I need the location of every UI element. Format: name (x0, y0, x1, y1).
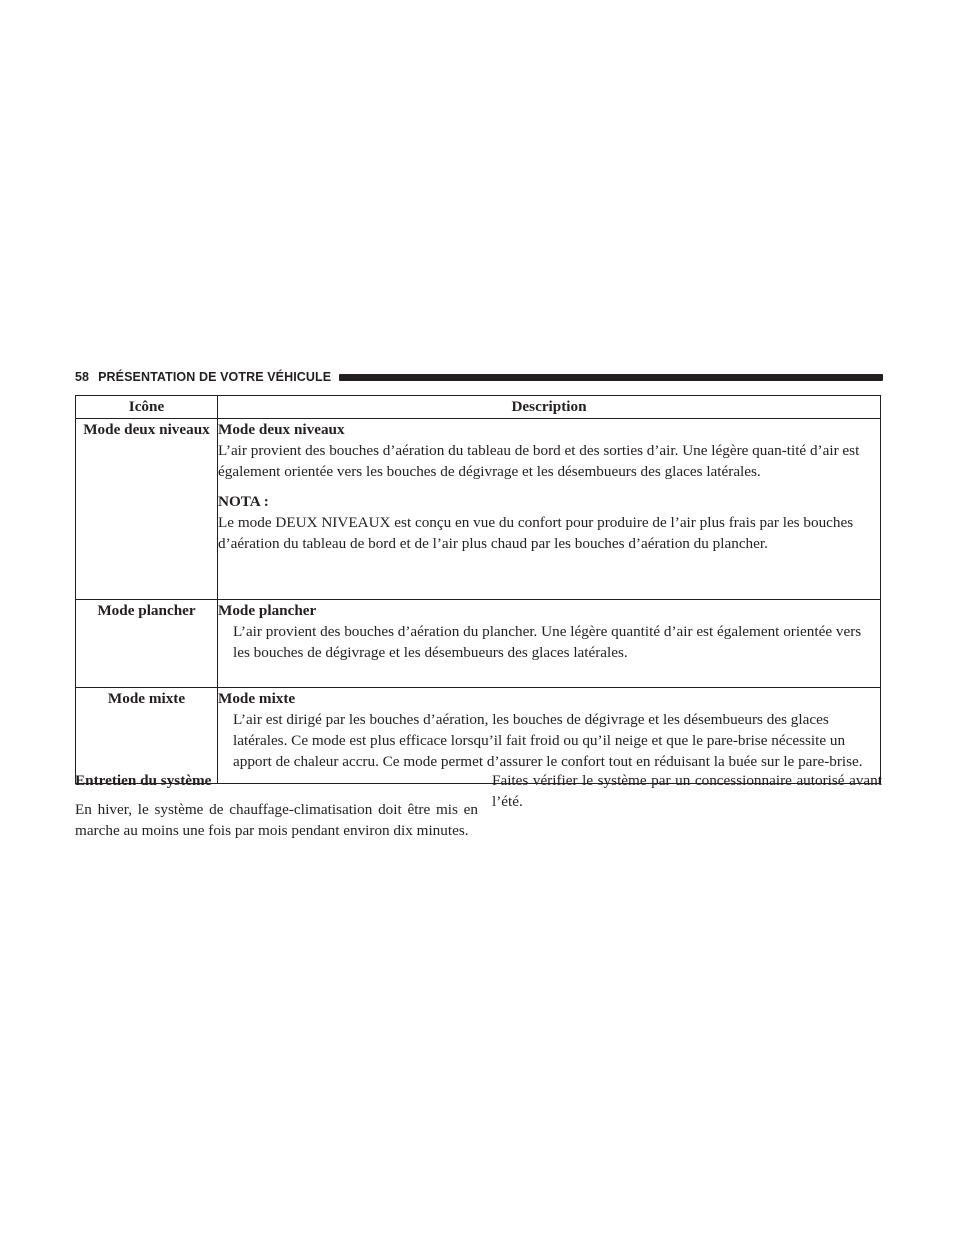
mode-description: L’air est dirigé par les bouches d’aération, les bouches de dégivrage et les désembueurs des glaces latérales. Ce mode est plus efficace lorsqu’il fait froid ou qu’il neige et que le pare-brise nécessite un apport de chaleur accru. Ce mode permet d’assurer le confort tout en réduisant la buée sur le pare-brise. (233, 711, 863, 770)
table-row (76, 600, 881, 688)
mode-title: Mode deux niveaux (218, 421, 345, 438)
mode-title: Mode mixte (218, 690, 296, 707)
air-mode-table (75, 395, 881, 784)
icon-label: Mode mixte (76, 688, 218, 784)
page-number: 58 (75, 370, 90, 384)
maintenance-left-column (75, 770, 478, 841)
mode-description: L’air provient des bouches d’aération du tableau de bord et des sorties d’air. Une légère quan-tité d’air est également orientée vers les bouches de dégivrage et les désembueurs des glaces latérales. (218, 442, 860, 480)
column-header-description: Description (218, 396, 881, 419)
description-cell (218, 419, 881, 600)
page-header (75, 367, 883, 387)
maintenance-right-column (492, 770, 882, 812)
note-label: NOTA : (218, 493, 269, 510)
table-row (76, 419, 881, 600)
icon-label: Mode deux niveaux (76, 419, 218, 600)
header-rule (339, 374, 883, 381)
maintenance-paragraph: En hiver, le système de chauffage-climatisation doit être mis en marche au moins une fois par mois pendant environ dix minutes. (75, 801, 478, 839)
section-heading: Entretien du système (75, 772, 212, 789)
column-header-icon: Icône (76, 396, 218, 419)
maintenance-paragraph-right: Faites vérifier le système par un concessionnaire autorisé avant l’été. (492, 772, 882, 810)
icon-label: Mode plancher (76, 600, 218, 688)
description-cell (218, 600, 881, 688)
mode-description: L’air provient des bouches d’aération du plancher. Une légère quantité d’air est également orientée vers les bouches de dégivrage et les désembueurs des glaces latérales. (233, 623, 862, 661)
section-title: PRÉSENTATION DE VOTRE VÉHICULE (98, 370, 332, 384)
mode-title: Mode plancher (218, 602, 317, 619)
table-header-row (76, 396, 881, 419)
note-text: Le mode DEUX NIVEAUX est conçu en vue du confort pour produire de l’air plus frais par les bouches d’aération du tableau de bord et de l’air plus chaud par les bouches d’aération du plancher. (218, 514, 854, 552)
